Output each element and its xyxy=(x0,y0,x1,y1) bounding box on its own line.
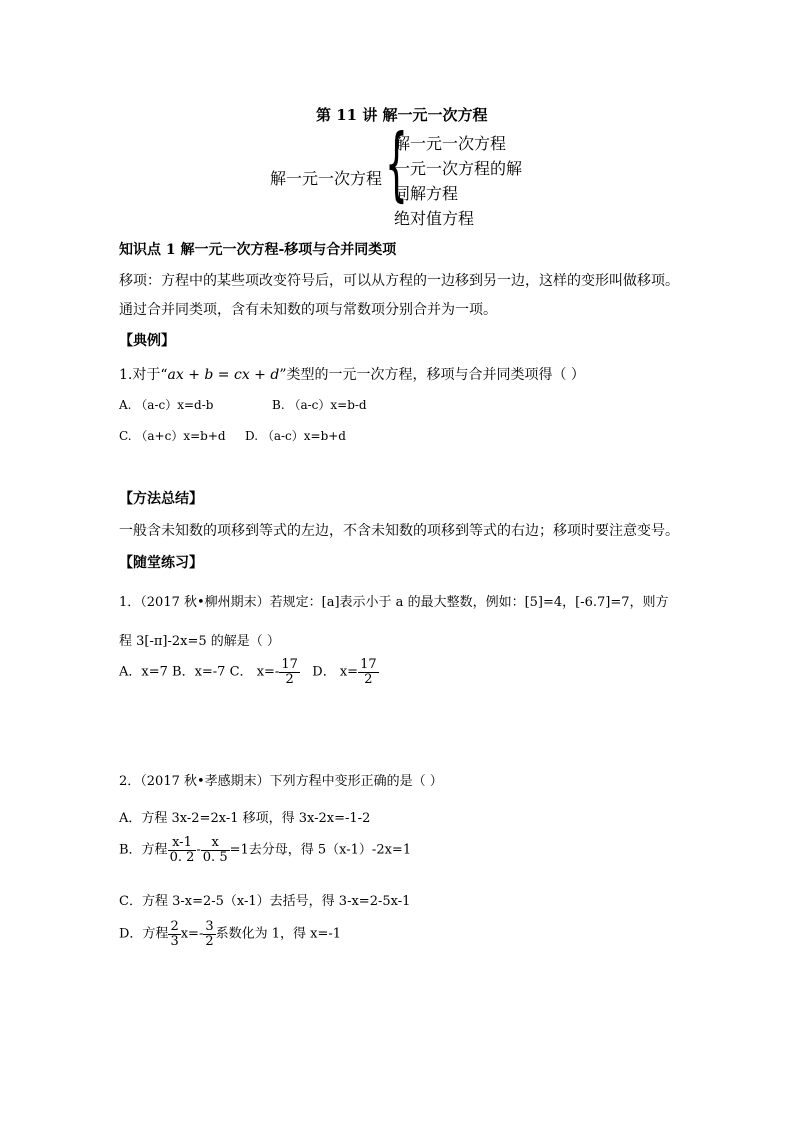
q2-option-d: D．方程 $\frac{2}{3}$ x=- $\frac{3}{2}$ 系数化为 1，得 x=-1 xyxy=(119,919,342,949)
option-d: D. （a-c）x=b+d xyxy=(245,429,346,443)
practice-label: 【随堂练习】 xyxy=(119,555,203,571)
option-a: A. （a-c）x=d-b xyxy=(119,398,214,412)
brace-icon: { xyxy=(385,117,408,210)
option-b: B. （a-c）x=b-d xyxy=(272,398,367,412)
page-title: 第 11 讲 解一元一次方程 xyxy=(316,106,488,124)
summary-label: 【方法总结】 xyxy=(119,491,203,507)
formula: ax + b = cx + d xyxy=(167,367,280,383)
mindmap-branch: 同解方程 xyxy=(394,184,459,203)
fraction: $\frac{3}{2}$ xyxy=(205,919,214,949)
example-label: 【典例】 xyxy=(119,333,175,349)
practice-q1-options: A．x=7 B．x=-7 C． x=- $\frac{17}{2}$ D． x= $\frac{17}{2}$ xyxy=(119,657,377,687)
fraction: $\frac{x}{0. 5}$ xyxy=(202,835,228,865)
mindmap-branch: 解一元一次方程 xyxy=(394,134,507,153)
practice-q2: 2．（2017 秋•孝感期末）下列方程中变形正确的是（ ） xyxy=(119,774,443,789)
fraction: $\frac{x-1}{0. 2}$ xyxy=(169,835,195,865)
fraction: $\frac{2}{3}$ xyxy=(170,919,179,949)
fraction: $\frac{17}{2}$ xyxy=(360,657,377,687)
q2-option-c: C．方程 3-x=2-5（x-1）去括号，得 3-x=2-5x-1 xyxy=(119,894,411,909)
practice-q1: 1．（2017 秋•柳州期末）若规定：[a]表示小于 a 的最大整数，例如：[5]=4，[-6.7]=7，则方 xyxy=(119,595,669,610)
definition-text: 通过合并同类项，含有未知数的项与常数项分别合并为一项。 xyxy=(119,302,497,318)
section-heading: 知识点 1 解一元一次方程-移项与合并同类项 xyxy=(119,242,397,258)
definition-text: 移项：方程中的某些项改变符号后，可以从方程的一边移到另一边，这样的变形叫做移项。 xyxy=(119,273,679,289)
mindmap-root: 解一元一次方程 xyxy=(270,169,383,188)
practice-q1-cont: 程 3[-π]-2x=5 的解是（ ） xyxy=(119,634,280,649)
summary-text: 一般含未知数的项移到等式的左边，不含未知数的项移到等式的右边；移项时要注意变号。 xyxy=(119,523,679,539)
q2-option-b: B．方程 $\frac{x-1}{0. 2}$ - $\frac{x}{0. 5}$ =1去分母，得 5（x-1）-2x=1 xyxy=(119,835,412,865)
q2-option-a: A．方程 3x-2=2x-1 移项，得 3x-2x=-1-2 xyxy=(119,811,371,826)
mindmap-branch: 绝对值方程 xyxy=(394,209,475,228)
example-question: 1.对于“ax + b = cx + d”类型的一元一次方程，移项与合并同类项得（ ） xyxy=(119,367,585,383)
option-c: C. （a+c）x=b+d xyxy=(119,429,226,443)
mindmap-branch: 一元一次方程的解 xyxy=(394,159,523,178)
fraction: $\frac{17}{2}$ xyxy=(281,657,298,687)
